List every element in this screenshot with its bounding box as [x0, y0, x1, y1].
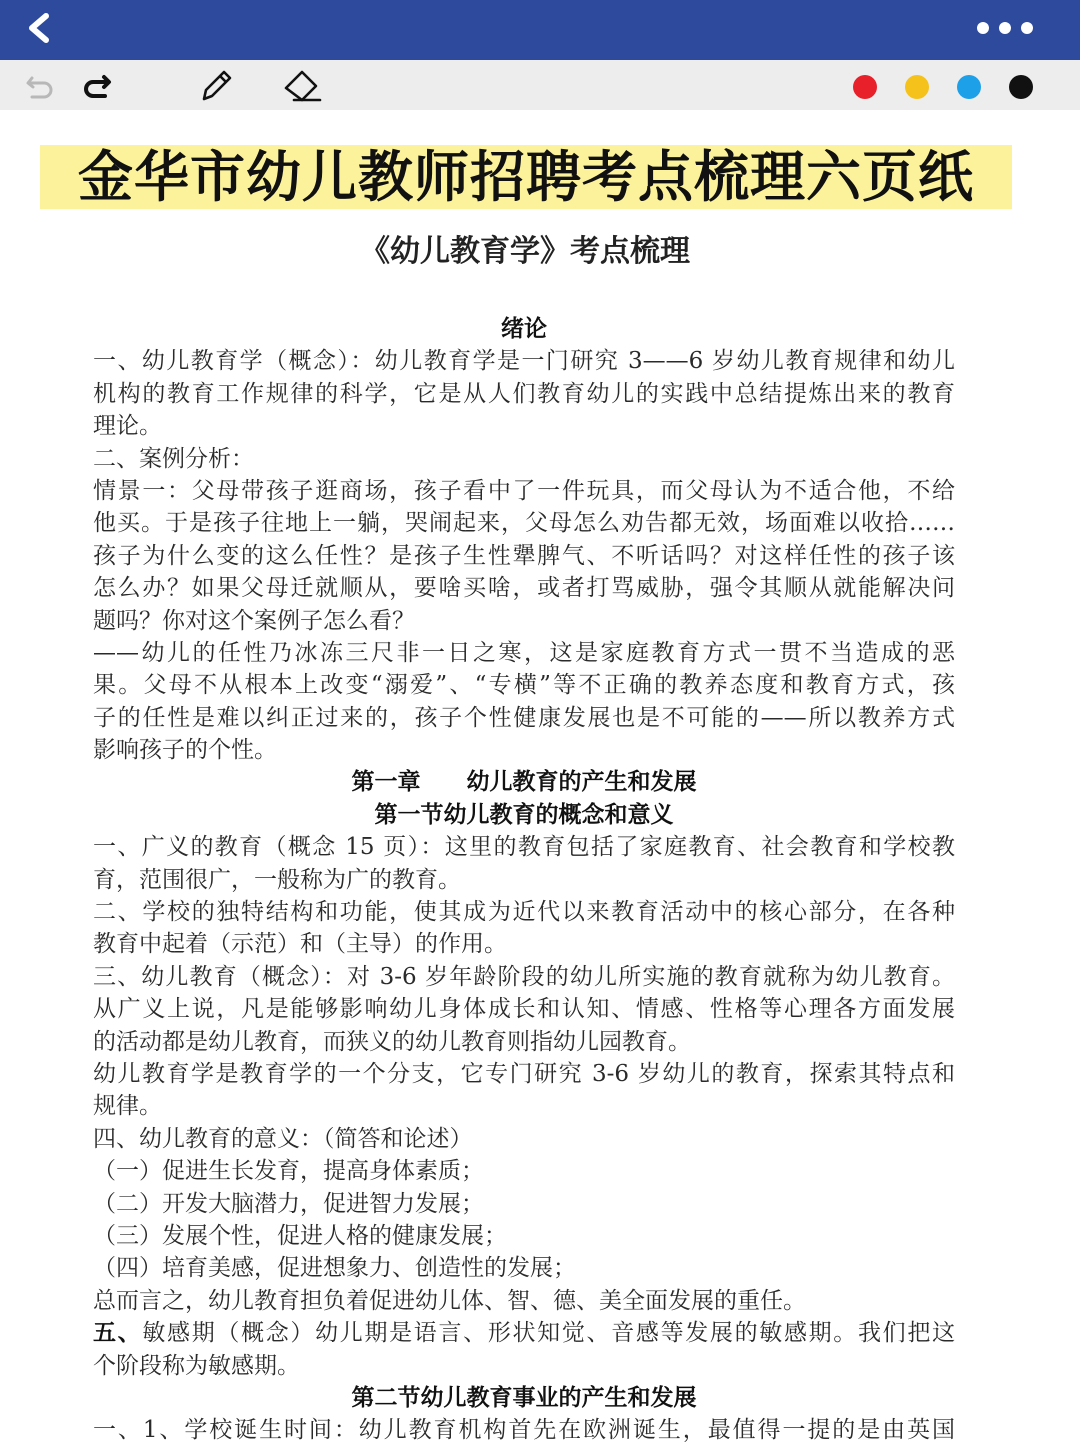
text-line: ——幼儿的任性乃冰冻三尺非一日之寒，这是家庭教育方式一贯不当造成的恶	[93, 639, 955, 666]
text-line: 幼儿教育学是教育学的一个分支，它专门研究 3-6 岁幼儿的教育，探索其特点和	[93, 1060, 955, 1087]
pencil-icon	[196, 66, 236, 106]
text-line: 从广义上说，凡是能够影响幼儿身体成长和认知、情感、性格等心理各方面发展	[93, 996, 955, 1023]
undo-icon	[20, 66, 60, 106]
text-line: 个阶段称为敏感期。	[93, 1352, 300, 1379]
text-line: 四、幼儿教育的意义：（简答和论述）	[93, 1125, 473, 1152]
section-heading: 第一节幼儿教育的概念和意义	[374, 801, 674, 828]
back-chevron-icon	[18, 8, 62, 52]
section-heading: 绪论	[501, 316, 547, 342]
text-line: 三、幼儿教育（概念）：对 3-6 岁年龄阶段的幼儿所实施的教育就称为幼儿教育。	[93, 963, 955, 990]
pencil-button[interactable]	[196, 66, 236, 106]
text-line: 影响孩子的个性。	[93, 737, 277, 764]
color-red-swatch[interactable]	[853, 75, 877, 99]
text-line: 机构的教育工作规律的科学，它是从人们教育幼儿的实践中总结提炼出来的教育	[93, 380, 955, 407]
text-line: 规律。	[93, 1093, 162, 1120]
section-heading: 第二节幼儿教育事业的产生和发展	[351, 1384, 697, 1411]
more-dots-icon	[970, 14, 1040, 44]
text-line: 教育中起着（示范）和（主导）的作用。	[93, 931, 507, 958]
text-line: 育，范围很广，一般称为广的教育。	[93, 866, 461, 893]
eraser-button[interactable]	[280, 66, 320, 106]
text-line: 一、广义的教育（概念 15 页）：这里的教育包括了家庭教育、社会教育和学校教	[93, 834, 955, 861]
document-title: 金华市幼儿教师招聘考点梳理六页纸	[77, 145, 974, 209]
text-line: 五、敏感期（概念）幼儿期是语言、形状知觉、音感等发展的敏感期。我们把这	[93, 1319, 955, 1347]
text-line: 果。父母不从根本上改变“溺爱”、“专横”等不正确的教养态度和教育方式，孩	[93, 672, 955, 699]
text-line: 理论。	[93, 413, 162, 440]
document-page	[0, 110, 1080, 1443]
top-nav-bar	[0, 0, 1080, 60]
text-line: 总而言之，幼儿教育担负着促进幼儿体、智、德、美全面发展的重任。	[93, 1287, 806, 1314]
document-subtitle: 《幼儿教育学》考点梳理	[360, 234, 690, 269]
section-heading: 第一章 幼儿教育的产生和发展	[351, 769, 697, 796]
redo-button[interactable]	[78, 66, 118, 106]
eraser-icon	[280, 66, 324, 106]
text-line: 怎么办？如果父母迁就顺从，要啥买啥，或者打骂威胁，强令其顺从就能解决问	[93, 575, 955, 602]
text-line: （一）促进生长发育，提高身体素质；	[93, 1158, 484, 1185]
text-line: 题吗？你对这个案例子怎么看？	[93, 607, 415, 634]
color-blue-swatch[interactable]	[957, 75, 981, 99]
redo-icon	[78, 66, 118, 106]
title-highlight	[40, 145, 1012, 209]
text-line: 的活动都是幼儿教育，而狭义的幼儿教育则指幼儿园教育。	[93, 1028, 691, 1055]
text-line: 情景一：父母带孩子逛商场，孩子看中了一件玩具，而父母认为不适合他，不给	[93, 477, 955, 504]
text-line: 子的任性是难以纠正过来的，孩子个性健康发展也是不可能的——所以教养方式	[93, 704, 955, 731]
text-line: 二、案例分析：	[93, 445, 254, 472]
more-options-button[interactable]	[970, 14, 1040, 44]
color-yellow-swatch[interactable]	[905, 75, 929, 99]
text-line: （三）发展个性，促进人格的健康发展；	[93, 1222, 507, 1249]
text-line: 一、幼儿教育学（概念）：幼儿教育学是一门研究 3——6 岁幼儿教育规律和幼儿	[93, 348, 955, 375]
document-body	[93, 313, 955, 1447]
text-line: 一、1、学校诞生时间：幼儿教育机构首先在欧洲诞生，最值得一提的是由英国	[93, 1417, 955, 1444]
text-line: 孩子为什么变的这么任性？是孩子生性犟脾气、不听话吗？对这样任性的孩子该	[93, 542, 955, 569]
color-black-swatch[interactable]	[1009, 75, 1033, 99]
text-line: （二）开发大脑潜力，促进智力发展；	[93, 1190, 484, 1217]
undo-button[interactable]	[20, 66, 60, 106]
text-line: 他买。于是孩子往地上一躺，哭闹起来，父母怎么劝告都无效，场面难以收拾……	[93, 510, 955, 537]
text-line: （四）培育美感，促进想象力、创造性的发展；	[93, 1255, 576, 1282]
back-button[interactable]	[18, 8, 62, 52]
text-line: 二、学校的独特结构和功能，使其成为近代以来教育活动中的核心部分，在各种	[93, 899, 955, 926]
